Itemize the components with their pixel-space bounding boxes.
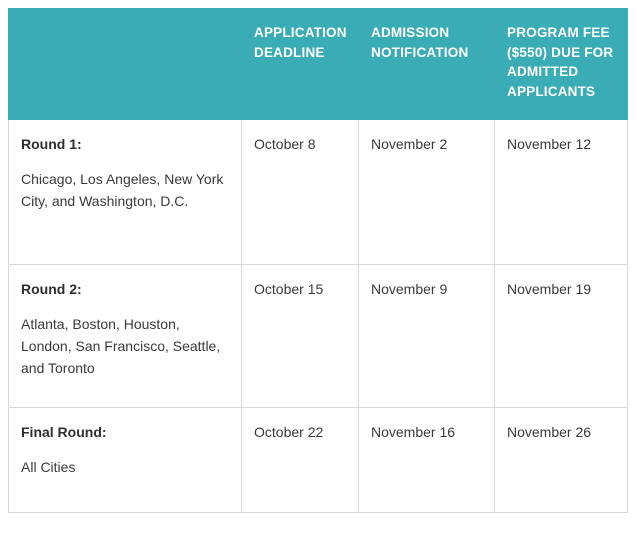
round-cities: All Cities (21, 459, 76, 476)
deadline-cell (242, 120, 359, 265)
round-label-cell (9, 265, 242, 408)
round-title: Round 2: (21, 281, 82, 298)
deadline-cell (242, 265, 359, 408)
notification-value: November 2 (371, 136, 448, 153)
notification-cell (359, 265, 495, 408)
header-cell-application-deadline: APPLICATION DEADLINE (242, 9, 359, 120)
header-cell-round (9, 9, 242, 120)
table-row (9, 408, 628, 513)
table-body (9, 120, 628, 513)
deadline-value: October 15 (254, 281, 324, 298)
notification-value: November 9 (371, 281, 448, 298)
round-label-cell (9, 120, 242, 265)
table-header (9, 9, 628, 120)
fee-due-value: November 26 (507, 424, 592, 441)
header-row (9, 9, 628, 120)
round-cities: Chicago, Los Angeles, New York City, and Washington, D.C. (21, 171, 224, 209)
round-cities: Atlanta, Boston, Houston, London, San Francisco, Seattle, and Toronto (21, 316, 221, 376)
round-title: Final Round: (21, 424, 107, 441)
round-label-cell (9, 408, 242, 513)
header-cell-admission-notification: ADMISSION NOTIFICATION (359, 9, 495, 120)
notification-value: November 16 (371, 424, 456, 441)
header-cell-program-fee: PROGRAM FEE ($550) DUE FOR ADMITTED APPLICANTS (495, 9, 628, 120)
application-schedule-table (8, 8, 628, 513)
round-title: Round 1: (21, 136, 82, 153)
table-row (9, 265, 628, 408)
fee-due-value: November 19 (507, 281, 592, 298)
notification-cell (359, 408, 495, 513)
fee-due-cell (495, 408, 628, 513)
deadline-cell (242, 408, 359, 513)
fee-due-value: November 12 (507, 136, 592, 153)
notification-cell (359, 120, 495, 265)
table-row (9, 120, 628, 265)
deadline-value: October 8 (254, 136, 316, 153)
fee-due-cell (495, 265, 628, 408)
deadline-value: October 22 (254, 424, 324, 441)
fee-due-cell (495, 120, 628, 265)
